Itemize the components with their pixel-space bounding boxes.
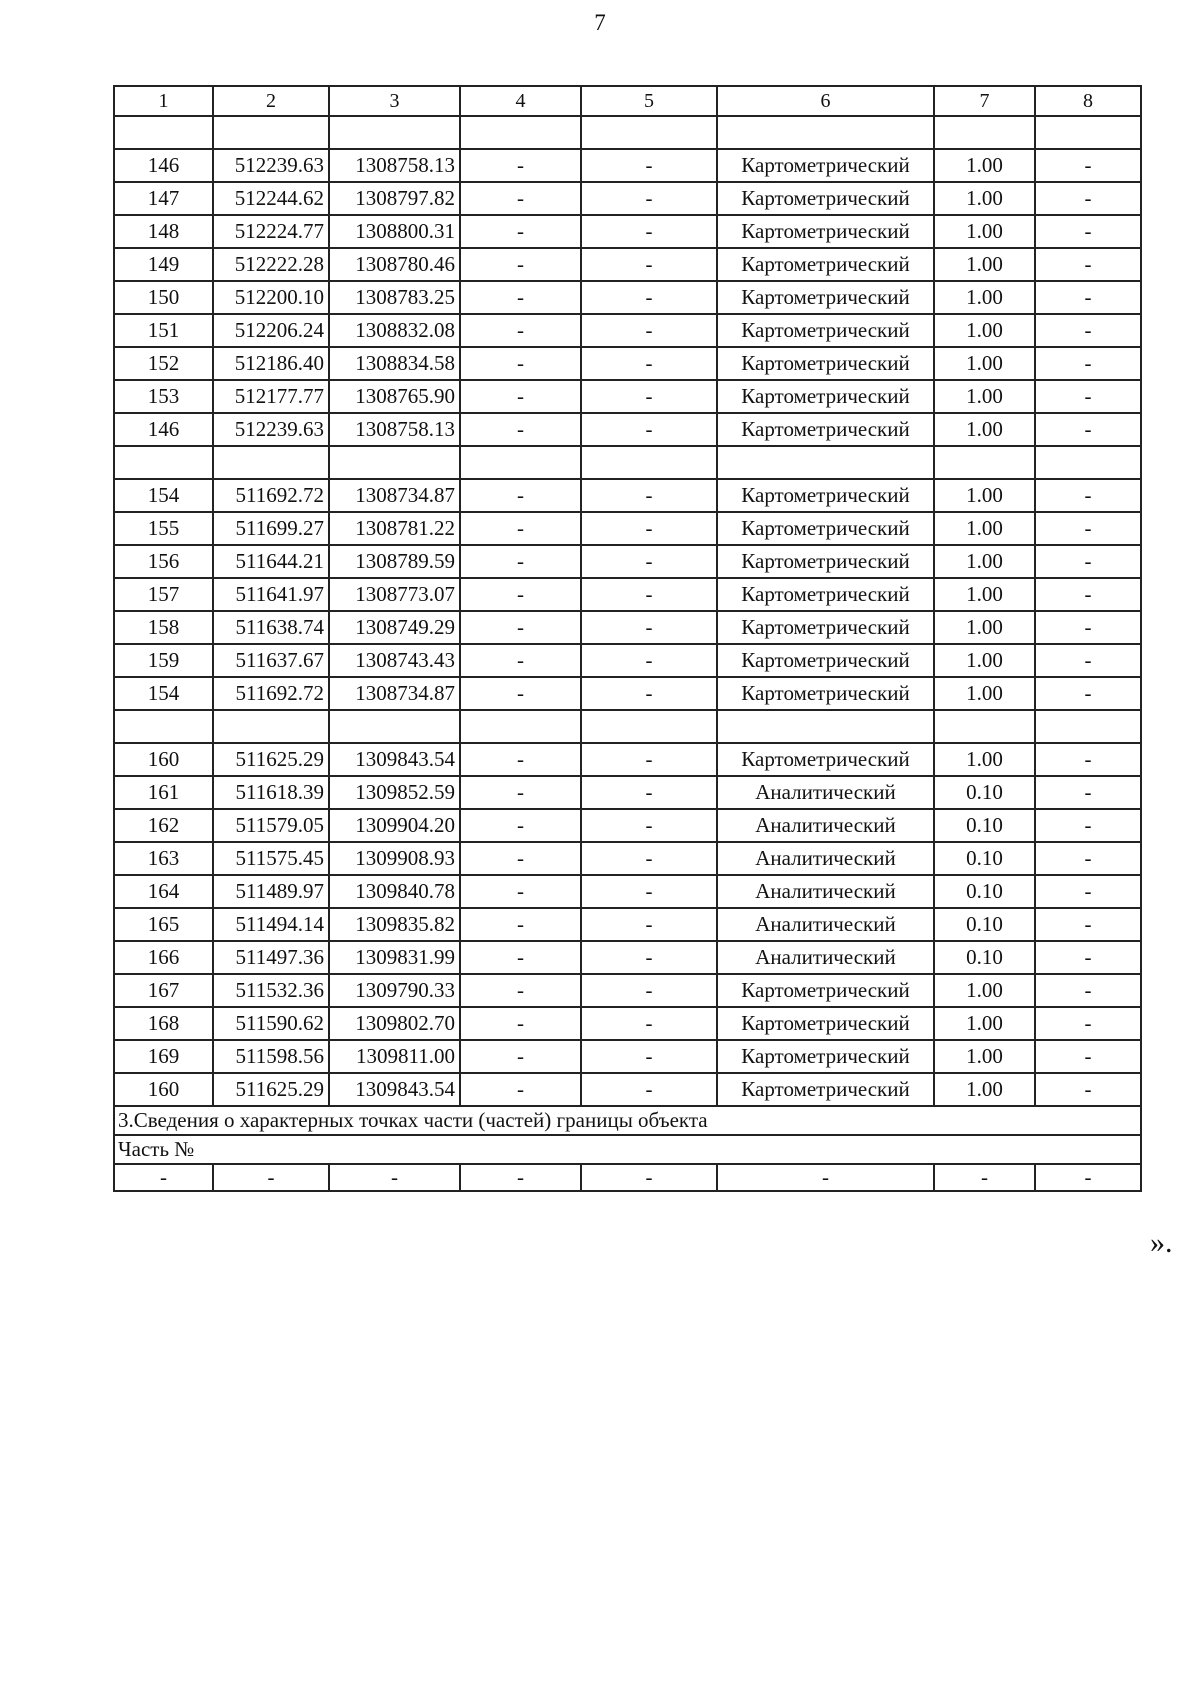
table-cell: 1308783.25 bbox=[329, 281, 460, 314]
table-cell: - bbox=[1035, 908, 1141, 941]
column-header: 3 bbox=[329, 86, 460, 116]
table-cell: 511637.67 bbox=[213, 644, 329, 677]
table-row bbox=[114, 611, 1141, 644]
table-cell: - bbox=[581, 974, 717, 1007]
table-cell: Картометрический bbox=[717, 1073, 934, 1106]
table-cell: 1308780.46 bbox=[329, 248, 460, 281]
table-row bbox=[114, 413, 1141, 446]
table-cell: 0.10 bbox=[934, 875, 1035, 908]
table-cell bbox=[460, 116, 581, 149]
column-header: 1 bbox=[114, 86, 213, 116]
table-cell: - bbox=[581, 380, 717, 413]
table-row bbox=[114, 809, 1141, 842]
table-cell: 0.10 bbox=[934, 809, 1035, 842]
table-cell: 511598.56 bbox=[213, 1040, 329, 1073]
table-row bbox=[114, 1073, 1141, 1106]
table-cell: - bbox=[581, 182, 717, 215]
table-cell: - bbox=[1035, 677, 1141, 710]
table-cell: 149 bbox=[114, 248, 213, 281]
table-row bbox=[114, 281, 1141, 314]
table-cell: 1.00 bbox=[934, 677, 1035, 710]
table-cell: 161 bbox=[114, 776, 213, 809]
table-cell: 1308734.87 bbox=[329, 479, 460, 512]
table-cell: 512200.10 bbox=[213, 281, 329, 314]
table-cell: - bbox=[1035, 512, 1141, 545]
table-row bbox=[114, 842, 1141, 875]
table-cell: 154 bbox=[114, 677, 213, 710]
table-cell: 1308743.43 bbox=[329, 644, 460, 677]
table-cell: - bbox=[581, 1164, 717, 1191]
table-cell: 156 bbox=[114, 545, 213, 578]
table-cell: - bbox=[1035, 149, 1141, 182]
table-cell: - bbox=[460, 776, 581, 809]
table-cell: - bbox=[581, 1073, 717, 1106]
table-cell: - bbox=[460, 149, 581, 182]
table-cell: - bbox=[1035, 182, 1141, 215]
table-cell: 1308834.58 bbox=[329, 347, 460, 380]
table-cell: - bbox=[581, 875, 717, 908]
table-cell: - bbox=[460, 908, 581, 941]
closing-quote-mark: ». bbox=[1150, 1226, 1173, 1259]
table-cell: 1309802.70 bbox=[329, 1007, 460, 1040]
table-cell: Картометрический bbox=[717, 677, 934, 710]
table-cell: 1308765.90 bbox=[329, 380, 460, 413]
table-cell: 1.00 bbox=[934, 215, 1035, 248]
table-cell: - bbox=[1035, 413, 1141, 446]
table-cell: 147 bbox=[114, 182, 213, 215]
table-cell: 164 bbox=[114, 875, 213, 908]
column-header: 8 bbox=[1035, 86, 1141, 116]
table-cell bbox=[1035, 116, 1141, 149]
table-row bbox=[114, 380, 1141, 413]
table-cell: 512224.77 bbox=[213, 215, 329, 248]
table-cell: - bbox=[460, 413, 581, 446]
table-cell bbox=[717, 446, 934, 479]
table-cell bbox=[329, 446, 460, 479]
table-cell: - bbox=[460, 875, 581, 908]
table-cell: 168 bbox=[114, 1007, 213, 1040]
table-row bbox=[114, 578, 1141, 611]
table-cell: - bbox=[581, 215, 717, 248]
table-row bbox=[114, 875, 1141, 908]
blank-separator-row bbox=[114, 710, 1141, 743]
table-cell: - bbox=[1035, 1007, 1141, 1040]
table-cell bbox=[717, 116, 934, 149]
table-cell: - bbox=[460, 545, 581, 578]
table-cell: Аналитический bbox=[717, 908, 934, 941]
table-cell: - bbox=[934, 1164, 1035, 1191]
table-cell: 1309840.78 bbox=[329, 875, 460, 908]
table-row bbox=[114, 182, 1141, 215]
table-cell: - bbox=[460, 182, 581, 215]
table-cell: 511497.36 bbox=[213, 941, 329, 974]
table-row bbox=[114, 1040, 1141, 1073]
table-cell: - bbox=[1035, 1040, 1141, 1073]
table-cell: Картометрический bbox=[717, 347, 934, 380]
table-cell: - bbox=[581, 314, 717, 347]
table-cell: - bbox=[460, 1164, 581, 1191]
table-cell: 511644.21 bbox=[213, 545, 329, 578]
table-cell: 158 bbox=[114, 611, 213, 644]
table-cell: 1.00 bbox=[934, 479, 1035, 512]
table-row bbox=[114, 215, 1141, 248]
part-label-row bbox=[114, 1135, 1141, 1164]
table-cell: - bbox=[581, 347, 717, 380]
table-cell: 1.00 bbox=[934, 611, 1035, 644]
table-cell: Картометрический bbox=[717, 512, 934, 545]
table-cell: - bbox=[581, 908, 717, 941]
table-cell: - bbox=[460, 479, 581, 512]
table-cell: 153 bbox=[114, 380, 213, 413]
table-cell: 167 bbox=[114, 974, 213, 1007]
table-cell: 511625.29 bbox=[213, 1073, 329, 1106]
table-cell: 155 bbox=[114, 512, 213, 545]
section-title-row bbox=[114, 1106, 1141, 1135]
table-cell: 511638.74 bbox=[213, 611, 329, 644]
table-cell: - bbox=[460, 248, 581, 281]
table-cell: 511692.72 bbox=[213, 677, 329, 710]
table-cell: Картометрический bbox=[717, 644, 934, 677]
table-cell: 148 bbox=[114, 215, 213, 248]
table-cell: 1.00 bbox=[934, 644, 1035, 677]
table-cell: - bbox=[1035, 281, 1141, 314]
table-cell: 1309852.59 bbox=[329, 776, 460, 809]
table-cell: 166 bbox=[114, 941, 213, 974]
table-cell: Картометрический bbox=[717, 380, 934, 413]
table-cell: - bbox=[460, 941, 581, 974]
table-cell: 1308758.13 bbox=[329, 149, 460, 182]
table-cell: 512222.28 bbox=[213, 248, 329, 281]
table-cell: 159 bbox=[114, 644, 213, 677]
table-cell bbox=[329, 710, 460, 743]
table-cell: Картометрический bbox=[717, 182, 934, 215]
table-row bbox=[114, 941, 1141, 974]
table-cell: - bbox=[460, 512, 581, 545]
table-cell: 154 bbox=[114, 479, 213, 512]
table-cell: - bbox=[581, 743, 717, 776]
table-cell: 1.00 bbox=[934, 248, 1035, 281]
table-cell: - bbox=[581, 281, 717, 314]
table-header-row bbox=[114, 86, 1141, 116]
table-cell: - bbox=[1035, 1164, 1141, 1191]
table-cell: 160 bbox=[114, 743, 213, 776]
table-cell: - bbox=[1035, 644, 1141, 677]
table-row bbox=[114, 974, 1141, 1007]
table-cell: Картометрический bbox=[717, 974, 934, 1007]
table-cell bbox=[1035, 446, 1141, 479]
table-cell: Аналитический bbox=[717, 875, 934, 908]
table-cell: Аналитический bbox=[717, 941, 934, 974]
table-cell: - bbox=[460, 314, 581, 347]
table-cell: 1309843.54 bbox=[329, 1073, 460, 1106]
table-cell: - bbox=[460, 1040, 581, 1073]
table-cell: 1.00 bbox=[934, 512, 1035, 545]
table-cell bbox=[114, 710, 213, 743]
table-cell bbox=[717, 710, 934, 743]
table-cell: 512239.63 bbox=[213, 149, 329, 182]
table-cell: 511575.45 bbox=[213, 842, 329, 875]
table-cell: 1.00 bbox=[934, 1007, 1035, 1040]
table-cell: - bbox=[460, 743, 581, 776]
table-cell: 152 bbox=[114, 347, 213, 380]
table-cell: - bbox=[329, 1164, 460, 1191]
table-cell bbox=[460, 446, 581, 479]
table-cell bbox=[581, 446, 717, 479]
table-cell: - bbox=[460, 1007, 581, 1040]
column-header: 4 bbox=[460, 86, 581, 116]
table-cell: 512239.63 bbox=[213, 413, 329, 446]
table-cell: - bbox=[1035, 875, 1141, 908]
table-row bbox=[114, 347, 1141, 380]
page-number: 7 bbox=[594, 10, 606, 35]
column-header: 5 bbox=[581, 86, 717, 116]
table-cell: 1.00 bbox=[934, 743, 1035, 776]
table-cell: 1309904.20 bbox=[329, 809, 460, 842]
table-cell: Картометрический bbox=[717, 413, 934, 446]
table-cell: - bbox=[1035, 1073, 1141, 1106]
table-row bbox=[114, 1007, 1141, 1040]
table-cell bbox=[114, 116, 213, 149]
table-cell: 1309831.99 bbox=[329, 941, 460, 974]
table-cell: - bbox=[581, 248, 717, 281]
table-cell: 1.00 bbox=[934, 281, 1035, 314]
table-cell: - bbox=[581, 842, 717, 875]
table-cell: 1309835.82 bbox=[329, 908, 460, 941]
empty-part-row bbox=[114, 1164, 1141, 1191]
table-cell: 1.00 bbox=[934, 380, 1035, 413]
table-cell bbox=[213, 116, 329, 149]
table-row bbox=[114, 512, 1141, 545]
table-cell: 1308758.13 bbox=[329, 413, 460, 446]
table-cell: 1.00 bbox=[934, 1040, 1035, 1073]
table-cell: 1308781.22 bbox=[329, 512, 460, 545]
table-cell: - bbox=[581, 149, 717, 182]
table-cell: 157 bbox=[114, 578, 213, 611]
table-cell: - bbox=[1035, 314, 1141, 347]
table-cell: Аналитический bbox=[717, 809, 934, 842]
table-cell: 151 bbox=[114, 314, 213, 347]
table-cell: 1309843.54 bbox=[329, 743, 460, 776]
table-row bbox=[114, 314, 1141, 347]
table-cell: 1308800.31 bbox=[329, 215, 460, 248]
table-cell: 169 bbox=[114, 1040, 213, 1073]
table-cell: 1308832.08 bbox=[329, 314, 460, 347]
table-cell: 512177.77 bbox=[213, 380, 329, 413]
table-cell: - bbox=[1035, 611, 1141, 644]
table-cell: - bbox=[581, 413, 717, 446]
table-cell: 1309908.93 bbox=[329, 842, 460, 875]
table-cell: - bbox=[460, 347, 581, 380]
table-cell: 1.00 bbox=[934, 182, 1035, 215]
table-cell: 1308734.87 bbox=[329, 677, 460, 710]
table-cell: 512186.40 bbox=[213, 347, 329, 380]
table-cell: 511699.27 bbox=[213, 512, 329, 545]
table-cell: 1.00 bbox=[934, 413, 1035, 446]
table-cell bbox=[934, 116, 1035, 149]
table-cell: Картометрический bbox=[717, 578, 934, 611]
table-cell: - bbox=[460, 974, 581, 1007]
table-cell: 165 bbox=[114, 908, 213, 941]
table-cell: 511618.39 bbox=[213, 776, 329, 809]
part-label: Часть № bbox=[114, 1135, 1141, 1164]
blank-separator-row bbox=[114, 446, 1141, 479]
table-cell: - bbox=[460, 281, 581, 314]
table-cell: - bbox=[213, 1164, 329, 1191]
column-header: 2 bbox=[213, 86, 329, 116]
table-cell: 512206.24 bbox=[213, 314, 329, 347]
table-cell: 1.00 bbox=[934, 974, 1035, 1007]
table-cell: 1308789.59 bbox=[329, 545, 460, 578]
table-cell: 511590.62 bbox=[213, 1007, 329, 1040]
table-cell: 1308797.82 bbox=[329, 182, 460, 215]
table-cell: - bbox=[581, 512, 717, 545]
table-cell: 1309811.00 bbox=[329, 1040, 460, 1073]
table-cell: Картометрический bbox=[717, 743, 934, 776]
table-cell: 0.10 bbox=[934, 941, 1035, 974]
table-cell: - bbox=[581, 545, 717, 578]
table-cell: - bbox=[460, 842, 581, 875]
table-cell: 511532.36 bbox=[213, 974, 329, 1007]
table-cell: - bbox=[460, 677, 581, 710]
table-cell: - bbox=[1035, 248, 1141, 281]
table-cell: Картометрический bbox=[717, 611, 934, 644]
table-cell: - bbox=[1035, 215, 1141, 248]
table-cell: 0.10 bbox=[934, 842, 1035, 875]
table-cell: - bbox=[460, 809, 581, 842]
table-cell: 146 bbox=[114, 413, 213, 446]
table-row bbox=[114, 479, 1141, 512]
table-cell: 146 bbox=[114, 149, 213, 182]
table-cell: Картометрический bbox=[717, 479, 934, 512]
table-cell: 511641.97 bbox=[213, 578, 329, 611]
table-cell: 162 bbox=[114, 809, 213, 842]
table-cell bbox=[581, 116, 717, 149]
table-cell: - bbox=[1035, 743, 1141, 776]
table-cell: 160 bbox=[114, 1073, 213, 1106]
table-cell: 512244.62 bbox=[213, 182, 329, 215]
table-cell: - bbox=[581, 578, 717, 611]
section-title: 3.Сведения о характерных точках части (частей) границы объекта bbox=[114, 1106, 1141, 1135]
table-cell bbox=[1035, 710, 1141, 743]
table-cell: Картометрический bbox=[717, 215, 934, 248]
table-cell: - bbox=[581, 479, 717, 512]
table-cell: 163 bbox=[114, 842, 213, 875]
table-cell: Картометрический bbox=[717, 545, 934, 578]
table-cell: - bbox=[1035, 974, 1141, 1007]
table-cell: 511489.97 bbox=[213, 875, 329, 908]
column-header: 6 bbox=[717, 86, 934, 116]
table-cell: - bbox=[581, 1007, 717, 1040]
table-row bbox=[114, 149, 1141, 182]
table-cell bbox=[934, 446, 1035, 479]
table-cell bbox=[213, 446, 329, 479]
table-cell: - bbox=[581, 644, 717, 677]
table-cell: Картометрический bbox=[717, 1007, 934, 1040]
table-cell: - bbox=[581, 1040, 717, 1073]
table-cell bbox=[581, 710, 717, 743]
table-cell: Аналитический bbox=[717, 776, 934, 809]
table-row bbox=[114, 776, 1141, 809]
table-cell: Аналитический bbox=[717, 842, 934, 875]
table-cell: - bbox=[1035, 941, 1141, 974]
table-cell: - bbox=[581, 776, 717, 809]
table-row bbox=[114, 545, 1141, 578]
table-cell: Картометрический bbox=[717, 281, 934, 314]
table-cell: - bbox=[460, 380, 581, 413]
table-cell: 1.00 bbox=[934, 545, 1035, 578]
table-cell bbox=[460, 710, 581, 743]
table-cell: 1.00 bbox=[934, 149, 1035, 182]
table-cell: 511579.05 bbox=[213, 809, 329, 842]
table-row bbox=[114, 248, 1141, 281]
table-cell: Картометрический bbox=[717, 149, 934, 182]
table-cell: Картометрический bbox=[717, 1040, 934, 1073]
table-cell: - bbox=[1035, 479, 1141, 512]
table-cell: - bbox=[581, 611, 717, 644]
table-row bbox=[114, 677, 1141, 710]
table-cell: 1.00 bbox=[934, 578, 1035, 611]
table-cell: - bbox=[1035, 776, 1141, 809]
table-cell: 1308773.07 bbox=[329, 578, 460, 611]
table-cell: - bbox=[1035, 809, 1141, 842]
table-cell bbox=[329, 116, 460, 149]
table-cell: - bbox=[1035, 545, 1141, 578]
table-cell: - bbox=[581, 677, 717, 710]
table-row bbox=[114, 743, 1141, 776]
table-cell: - bbox=[114, 1164, 213, 1191]
table-cell: - bbox=[1035, 578, 1141, 611]
table-cell: - bbox=[581, 809, 717, 842]
table-cell: - bbox=[717, 1164, 934, 1191]
table-cell: 511625.29 bbox=[213, 743, 329, 776]
table-cell: - bbox=[460, 578, 581, 611]
blank-separator-row bbox=[114, 116, 1141, 149]
table-cell: Картометрический bbox=[717, 314, 934, 347]
table-cell bbox=[934, 710, 1035, 743]
table-cell: - bbox=[460, 1073, 581, 1106]
column-header: 7 bbox=[934, 86, 1035, 116]
table-cell: - bbox=[581, 941, 717, 974]
table-cell: 511494.14 bbox=[213, 908, 329, 941]
table-cell: Картометрический bbox=[717, 248, 934, 281]
table-row bbox=[114, 908, 1141, 941]
table-cell: - bbox=[1035, 842, 1141, 875]
coordinates-table bbox=[113, 85, 1142, 1192]
table-cell: 1309790.33 bbox=[329, 974, 460, 1007]
table-row bbox=[114, 644, 1141, 677]
table-cell: 150 bbox=[114, 281, 213, 314]
table-cell: - bbox=[460, 644, 581, 677]
table-cell: - bbox=[460, 611, 581, 644]
table-cell: 1308749.29 bbox=[329, 611, 460, 644]
table-cell: 0.10 bbox=[934, 776, 1035, 809]
table-cell bbox=[114, 446, 213, 479]
table-cell: 1.00 bbox=[934, 314, 1035, 347]
table-cell: 1.00 bbox=[934, 1073, 1035, 1106]
table-cell: - bbox=[1035, 347, 1141, 380]
table-cell: 0.10 bbox=[934, 908, 1035, 941]
table-cell: - bbox=[460, 215, 581, 248]
table-cell: - bbox=[1035, 380, 1141, 413]
table-cell: 511692.72 bbox=[213, 479, 329, 512]
table-cell: 1.00 bbox=[934, 347, 1035, 380]
table-cell bbox=[213, 710, 329, 743]
